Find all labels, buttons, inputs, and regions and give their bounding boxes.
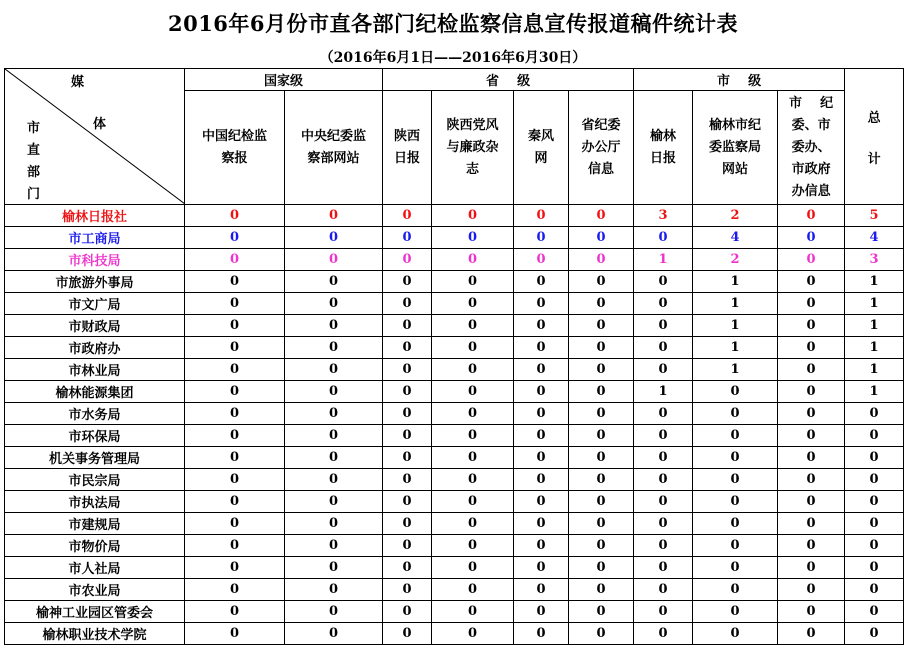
count-value-cell: 0 bbox=[185, 249, 285, 271]
col-header-9 bbox=[778, 91, 845, 205]
count-value-cell: 0 bbox=[569, 491, 634, 513]
count-value-cell: 0 bbox=[634, 293, 693, 315]
count-value-cell: 0 bbox=[432, 315, 514, 337]
count-value-cell: 0 bbox=[432, 447, 514, 469]
count-value-cell: 0 bbox=[634, 579, 693, 601]
count-value-cell: 0 bbox=[432, 469, 514, 491]
count-value-cell: 0 bbox=[285, 491, 383, 513]
col-header-line: 市 纪 bbox=[789, 95, 834, 111]
dept-name-cell: 市民宗局 bbox=[5, 469, 185, 491]
count-value-cell: 3 bbox=[634, 205, 693, 227]
count-value-cell: 0 bbox=[634, 447, 693, 469]
count-value-cell: 0 bbox=[569, 293, 634, 315]
count-value-cell: 0 bbox=[569, 557, 634, 579]
dept-name-cell: 市林业局 bbox=[5, 359, 185, 381]
count-value-cell: 0 bbox=[432, 249, 514, 271]
count-value-cell: 0 bbox=[432, 381, 514, 403]
table-row bbox=[5, 205, 904, 227]
count-value-cell: 0 bbox=[285, 359, 383, 381]
count-value-cell: 0 bbox=[285, 403, 383, 425]
col-header-line: 陕西 bbox=[394, 128, 421, 144]
count-value-cell: 0 bbox=[569, 271, 634, 293]
col-header-line: 计 bbox=[867, 151, 881, 167]
count-value-cell: 0 bbox=[383, 381, 432, 403]
count-value-cell: 0 bbox=[514, 623, 569, 645]
table-row bbox=[5, 227, 904, 249]
count-value-cell: 0 bbox=[432, 535, 514, 557]
count-value-cell: 0 bbox=[185, 337, 285, 359]
col-header-line: 委办、 bbox=[791, 139, 831, 155]
count-value-cell: 0 bbox=[383, 579, 432, 601]
col-header-line: 信息 bbox=[588, 161, 615, 177]
count-value-cell: 0 bbox=[432, 491, 514, 513]
header-group-row bbox=[5, 69, 904, 91]
table-row bbox=[5, 513, 904, 535]
count-value-cell: 2 bbox=[693, 249, 778, 271]
col-header-line: 榆林市纪 bbox=[709, 117, 762, 133]
count-value-cell: 0 bbox=[778, 315, 845, 337]
table-row bbox=[5, 535, 904, 557]
count-value-cell: 0 bbox=[432, 513, 514, 535]
count-value-cell: 0 bbox=[778, 425, 845, 447]
col-header-line: 察部网站 bbox=[307, 150, 360, 166]
total-value-cell: 0 bbox=[845, 579, 904, 601]
count-value-cell: 0 bbox=[693, 447, 778, 469]
count-value-cell: 0 bbox=[285, 425, 383, 447]
total-value-cell: 1 bbox=[845, 359, 904, 381]
dept-name-cell: 榆神工业园区管委会 bbox=[5, 601, 185, 623]
count-value-cell: 0 bbox=[569, 623, 634, 645]
count-value-cell: 0 bbox=[778, 623, 845, 645]
count-value-cell: 0 bbox=[514, 359, 569, 381]
count-value-cell: 0 bbox=[383, 293, 432, 315]
count-value-cell: 0 bbox=[383, 535, 432, 557]
count-value-cell: 0 bbox=[383, 337, 432, 359]
corner-label-media-top: 媒 bbox=[71, 75, 85, 90]
count-value-cell: 0 bbox=[285, 557, 383, 579]
count-value-cell: 0 bbox=[514, 491, 569, 513]
table-row bbox=[5, 271, 904, 293]
col-header-4 bbox=[432, 91, 514, 205]
dept-name-cell: 市人社局 bbox=[5, 557, 185, 579]
col-header-line: 秦风 bbox=[528, 128, 555, 144]
count-value-cell: 0 bbox=[285, 535, 383, 557]
dept-name-cell: 市农业局 bbox=[5, 579, 185, 601]
count-value-cell: 0 bbox=[634, 513, 693, 535]
table-row bbox=[5, 557, 904, 579]
count-value-cell: 0 bbox=[285, 579, 383, 601]
count-value-cell: 0 bbox=[185, 359, 285, 381]
col-header-line: 日报 bbox=[650, 150, 677, 166]
count-value-cell: 0 bbox=[569, 337, 634, 359]
count-value-cell: 0 bbox=[285, 315, 383, 337]
count-value-cell: 0 bbox=[185, 579, 285, 601]
col-header-line: 办公厅 bbox=[581, 139, 621, 155]
count-value-cell: 0 bbox=[383, 271, 432, 293]
count-value-cell: 0 bbox=[185, 623, 285, 645]
count-value-cell: 0 bbox=[634, 601, 693, 623]
count-value-cell: 0 bbox=[778, 359, 845, 381]
count-value-cell: 0 bbox=[285, 227, 383, 249]
count-value-cell: 0 bbox=[569, 315, 634, 337]
count-value-cell: 0 bbox=[778, 249, 845, 271]
count-value-cell: 0 bbox=[383, 491, 432, 513]
count-value-cell: 0 bbox=[185, 205, 285, 227]
table-row bbox=[5, 425, 904, 447]
count-value-cell: 0 bbox=[778, 491, 845, 513]
count-value-cell: 0 bbox=[383, 205, 432, 227]
count-value-cell: 0 bbox=[185, 293, 285, 315]
count-value-cell: 0 bbox=[185, 425, 285, 447]
corner-label-dept-4: 门 bbox=[27, 187, 41, 202]
dept-name-cell: 榆林职业技术学院 bbox=[5, 623, 185, 645]
count-value-cell: 0 bbox=[383, 359, 432, 381]
count-value-cell: 0 bbox=[383, 249, 432, 271]
count-value-cell: 0 bbox=[514, 447, 569, 469]
table-row bbox=[5, 337, 904, 359]
col-header-line: 省纪委 bbox=[581, 117, 621, 133]
count-value-cell: 0 bbox=[634, 425, 693, 447]
col-header-line: 网 bbox=[534, 150, 548, 166]
corner-label-media-right: 体 bbox=[93, 117, 107, 132]
total-value-cell: 1 bbox=[845, 381, 904, 403]
dept-name-cell: 榆林日报社 bbox=[5, 205, 185, 227]
corner-header-cell bbox=[5, 69, 185, 205]
count-value-cell: 0 bbox=[185, 535, 285, 557]
count-value-cell: 1 bbox=[693, 337, 778, 359]
count-value-cell: 0 bbox=[569, 579, 634, 601]
count-value-cell: 0 bbox=[514, 337, 569, 359]
total-value-cell: 3 bbox=[845, 249, 904, 271]
count-value-cell: 0 bbox=[634, 403, 693, 425]
dept-name-cell: 市政府办 bbox=[5, 337, 185, 359]
count-value-cell: 0 bbox=[514, 513, 569, 535]
date-range-subtitle: （2016年6月1日——2016年6月30日） bbox=[319, 50, 587, 66]
count-value-cell: 0 bbox=[383, 447, 432, 469]
col-header-line: 中国纪检监 bbox=[201, 128, 267, 144]
count-value-cell: 0 bbox=[634, 359, 693, 381]
count-value-cell: 0 bbox=[285, 601, 383, 623]
count-value-cell: 0 bbox=[432, 579, 514, 601]
count-value-cell: 0 bbox=[514, 271, 569, 293]
table-row bbox=[5, 315, 904, 337]
count-value-cell: 0 bbox=[514, 227, 569, 249]
total-value-cell: 0 bbox=[845, 623, 904, 645]
count-value-cell: 0 bbox=[514, 403, 569, 425]
count-value-cell: 0 bbox=[778, 579, 845, 601]
count-value-cell: 0 bbox=[185, 557, 285, 579]
group-city: 市 级 bbox=[634, 69, 845, 91]
col-header-line: 志 bbox=[466, 161, 480, 177]
count-value-cell: 0 bbox=[693, 579, 778, 601]
count-value-cell: 0 bbox=[569, 535, 634, 557]
count-value-cell: 0 bbox=[693, 381, 778, 403]
col-header-line: 网站 bbox=[722, 161, 749, 177]
count-value-cell: 0 bbox=[514, 425, 569, 447]
count-value-cell: 0 bbox=[185, 227, 285, 249]
count-value-cell: 0 bbox=[569, 227, 634, 249]
count-value-cell: 0 bbox=[778, 513, 845, 535]
count-value-cell: 0 bbox=[569, 249, 634, 271]
count-value-cell: 0 bbox=[185, 513, 285, 535]
col-header-line: 日报 bbox=[394, 150, 421, 166]
dept-name-cell: 市执法局 bbox=[5, 491, 185, 513]
count-value-cell: 0 bbox=[185, 491, 285, 513]
count-value-cell: 0 bbox=[432, 337, 514, 359]
count-value-cell: 0 bbox=[432, 227, 514, 249]
count-value-cell: 0 bbox=[285, 623, 383, 645]
col-header-line bbox=[845, 126, 903, 148]
table-row bbox=[5, 469, 904, 491]
count-value-cell: 0 bbox=[778, 557, 845, 579]
count-value-cell: 0 bbox=[432, 403, 514, 425]
count-value-cell: 0 bbox=[432, 359, 514, 381]
count-value-cell: 0 bbox=[693, 557, 778, 579]
col-header-3 bbox=[383, 91, 432, 205]
page-title: 2016年6月份市直各部门纪检监察信息宣传报道稿件统计表 bbox=[167, 11, 739, 36]
col-header-line: 委、市 bbox=[791, 117, 831, 133]
col-header-6 bbox=[569, 91, 634, 205]
total-value-cell: 1 bbox=[845, 337, 904, 359]
count-value-cell: 0 bbox=[634, 623, 693, 645]
col-header-line: 榆林 bbox=[650, 128, 677, 144]
count-value-cell: 0 bbox=[693, 601, 778, 623]
count-value-cell: 0 bbox=[285, 381, 383, 403]
count-value-cell: 0 bbox=[514, 535, 569, 557]
dept-name-cell: 榆林能源集团 bbox=[5, 381, 185, 403]
count-value-cell: 0 bbox=[285, 337, 383, 359]
count-value-cell: 0 bbox=[569, 513, 634, 535]
table-row bbox=[5, 403, 904, 425]
col-header-line: 总 bbox=[867, 110, 881, 126]
count-value-cell: 0 bbox=[778, 469, 845, 491]
count-value-cell: 0 bbox=[185, 447, 285, 469]
count-value-cell: 0 bbox=[569, 447, 634, 469]
count-value-cell: 0 bbox=[569, 601, 634, 623]
count-value-cell: 4 bbox=[693, 227, 778, 249]
count-value-cell: 0 bbox=[569, 425, 634, 447]
count-value-cell: 0 bbox=[432, 425, 514, 447]
count-value-cell: 0 bbox=[383, 403, 432, 425]
count-value-cell: 0 bbox=[432, 205, 514, 227]
count-value-cell: 0 bbox=[432, 293, 514, 315]
count-value-cell: 0 bbox=[778, 535, 845, 557]
table-row bbox=[5, 491, 904, 513]
table-row bbox=[5, 249, 904, 271]
count-value-cell: 0 bbox=[569, 381, 634, 403]
count-value-cell: 0 bbox=[285, 513, 383, 535]
count-value-cell: 1 bbox=[693, 271, 778, 293]
total-value-cell: 1 bbox=[845, 315, 904, 337]
count-value-cell: 0 bbox=[693, 425, 778, 447]
count-value-cell: 0 bbox=[634, 271, 693, 293]
col-header-line: 中央纪委监 bbox=[301, 128, 367, 144]
count-value-cell: 0 bbox=[778, 403, 845, 425]
count-value-cell: 0 bbox=[778, 227, 845, 249]
count-value-cell: 0 bbox=[634, 315, 693, 337]
count-value-cell: 0 bbox=[514, 315, 569, 337]
dept-name-cell: 市环保局 bbox=[5, 425, 185, 447]
count-value-cell: 0 bbox=[432, 601, 514, 623]
count-value-cell: 0 bbox=[693, 469, 778, 491]
count-value-cell: 0 bbox=[432, 271, 514, 293]
count-value-cell: 1 bbox=[693, 315, 778, 337]
dept-name-cell: 市建规局 bbox=[5, 513, 185, 535]
col-header-7 bbox=[634, 91, 693, 205]
group-national: 国家级 bbox=[185, 69, 383, 91]
count-value-cell: 0 bbox=[432, 623, 514, 645]
count-value-cell: 0 bbox=[693, 623, 778, 645]
count-value-cell: 0 bbox=[634, 337, 693, 359]
count-value-cell: 0 bbox=[383, 425, 432, 447]
count-value-cell: 0 bbox=[514, 469, 569, 491]
count-value-cell: 0 bbox=[778, 205, 845, 227]
count-value-cell: 0 bbox=[634, 491, 693, 513]
corner-label-dept-1: 市 bbox=[27, 121, 41, 136]
count-value-cell: 0 bbox=[693, 491, 778, 513]
col-header-line: 委监察局 bbox=[709, 139, 762, 155]
count-value-cell: 0 bbox=[285, 249, 383, 271]
total-value-cell: 0 bbox=[845, 491, 904, 513]
count-value-cell: 0 bbox=[383, 513, 432, 535]
count-value-cell: 0 bbox=[185, 271, 285, 293]
dept-name-cell: 市水务局 bbox=[5, 403, 185, 425]
dept-name-cell: 市旅游外事局 bbox=[5, 271, 185, 293]
count-value-cell: 0 bbox=[693, 403, 778, 425]
col-header-5 bbox=[514, 91, 569, 205]
total-value-cell: 0 bbox=[845, 535, 904, 557]
count-value-cell: 0 bbox=[285, 271, 383, 293]
count-value-cell: 0 bbox=[514, 249, 569, 271]
count-value-cell: 0 bbox=[778, 447, 845, 469]
statistics-table bbox=[4, 68, 904, 645]
count-value-cell: 0 bbox=[634, 469, 693, 491]
count-value-cell: 0 bbox=[634, 535, 693, 557]
count-value-cell: 0 bbox=[185, 315, 285, 337]
count-value-cell: 0 bbox=[383, 557, 432, 579]
table-row bbox=[5, 293, 904, 315]
count-value-cell: 0 bbox=[778, 271, 845, 293]
total-value-cell: 0 bbox=[845, 425, 904, 447]
col-header-line: 与廉政杂 bbox=[446, 139, 499, 155]
corner-label-dept-3: 部 bbox=[27, 165, 41, 180]
col-header-2 bbox=[285, 91, 383, 205]
col-header-total bbox=[845, 69, 904, 205]
count-value-cell: 0 bbox=[569, 205, 634, 227]
count-value-cell: 2 bbox=[693, 205, 778, 227]
total-value-cell: 1 bbox=[845, 293, 904, 315]
count-value-cell: 0 bbox=[634, 227, 693, 249]
count-value-cell: 0 bbox=[185, 601, 285, 623]
count-value-cell: 0 bbox=[514, 601, 569, 623]
count-value-cell: 0 bbox=[383, 601, 432, 623]
dept-name-cell: 市文广局 bbox=[5, 293, 185, 315]
col-header-line: 市政府 bbox=[791, 161, 831, 177]
count-value-cell: 0 bbox=[514, 293, 569, 315]
count-value-cell: 0 bbox=[185, 403, 285, 425]
col-header-8 bbox=[693, 91, 778, 205]
count-value-cell: 0 bbox=[383, 315, 432, 337]
corner-label-dept-2: 直 bbox=[27, 143, 41, 158]
count-value-cell: 0 bbox=[778, 381, 845, 403]
count-value-cell: 0 bbox=[693, 513, 778, 535]
count-value-cell: 1 bbox=[634, 381, 693, 403]
table-row bbox=[5, 623, 904, 645]
total-value-cell: 4 bbox=[845, 227, 904, 249]
total-value-cell: 0 bbox=[845, 513, 904, 535]
table-row bbox=[5, 381, 904, 403]
col-header-line: 陕西党风 bbox=[446, 117, 499, 133]
count-value-cell: 1 bbox=[634, 249, 693, 271]
count-value-cell: 0 bbox=[514, 381, 569, 403]
count-value-cell: 0 bbox=[569, 469, 634, 491]
col-header-line: 察报 bbox=[221, 150, 248, 166]
dept-name-cell: 市科技局 bbox=[5, 249, 185, 271]
total-value-cell: 0 bbox=[845, 447, 904, 469]
dept-name-cell: 市工商局 bbox=[5, 227, 185, 249]
total-value-cell: 0 bbox=[845, 403, 904, 425]
count-value-cell: 0 bbox=[285, 293, 383, 315]
count-value-cell: 0 bbox=[569, 403, 634, 425]
count-value-cell: 0 bbox=[185, 469, 285, 491]
total-value-cell: 0 bbox=[845, 557, 904, 579]
count-value-cell: 0 bbox=[383, 227, 432, 249]
count-value-cell: 0 bbox=[185, 381, 285, 403]
count-value-cell: 0 bbox=[383, 623, 432, 645]
table-row bbox=[5, 579, 904, 601]
table-row bbox=[5, 601, 904, 623]
count-value-cell: 0 bbox=[514, 557, 569, 579]
count-value-cell: 0 bbox=[693, 535, 778, 557]
dept-name-cell: 市财政局 bbox=[5, 315, 185, 337]
count-value-cell: 0 bbox=[514, 579, 569, 601]
count-value-cell: 1 bbox=[693, 359, 778, 381]
count-value-cell: 0 bbox=[778, 293, 845, 315]
dept-name-cell: 市物价局 bbox=[5, 535, 185, 557]
count-value-cell: 0 bbox=[285, 447, 383, 469]
count-value-cell: 1 bbox=[693, 293, 778, 315]
total-value-cell: 0 bbox=[845, 601, 904, 623]
count-value-cell: 0 bbox=[432, 557, 514, 579]
table-row bbox=[5, 447, 904, 469]
count-value-cell: 0 bbox=[285, 205, 383, 227]
count-value-cell: 0 bbox=[285, 469, 383, 491]
total-value-cell: 5 bbox=[845, 205, 904, 227]
total-value-cell: 1 bbox=[845, 271, 904, 293]
count-value-cell: 0 bbox=[778, 337, 845, 359]
count-value-cell: 0 bbox=[634, 557, 693, 579]
count-value-cell: 0 bbox=[778, 601, 845, 623]
count-value-cell: 0 bbox=[569, 359, 634, 381]
table-row bbox=[5, 359, 904, 381]
total-value-cell: 0 bbox=[845, 469, 904, 491]
group-provincial: 省 级 bbox=[383, 69, 634, 91]
dept-name-cell: 机关事务管理局 bbox=[5, 447, 185, 469]
col-header-1 bbox=[185, 91, 285, 205]
count-value-cell: 0 bbox=[514, 205, 569, 227]
count-value-cell: 0 bbox=[383, 469, 432, 491]
col-header-line: 办信息 bbox=[791, 183, 831, 199]
